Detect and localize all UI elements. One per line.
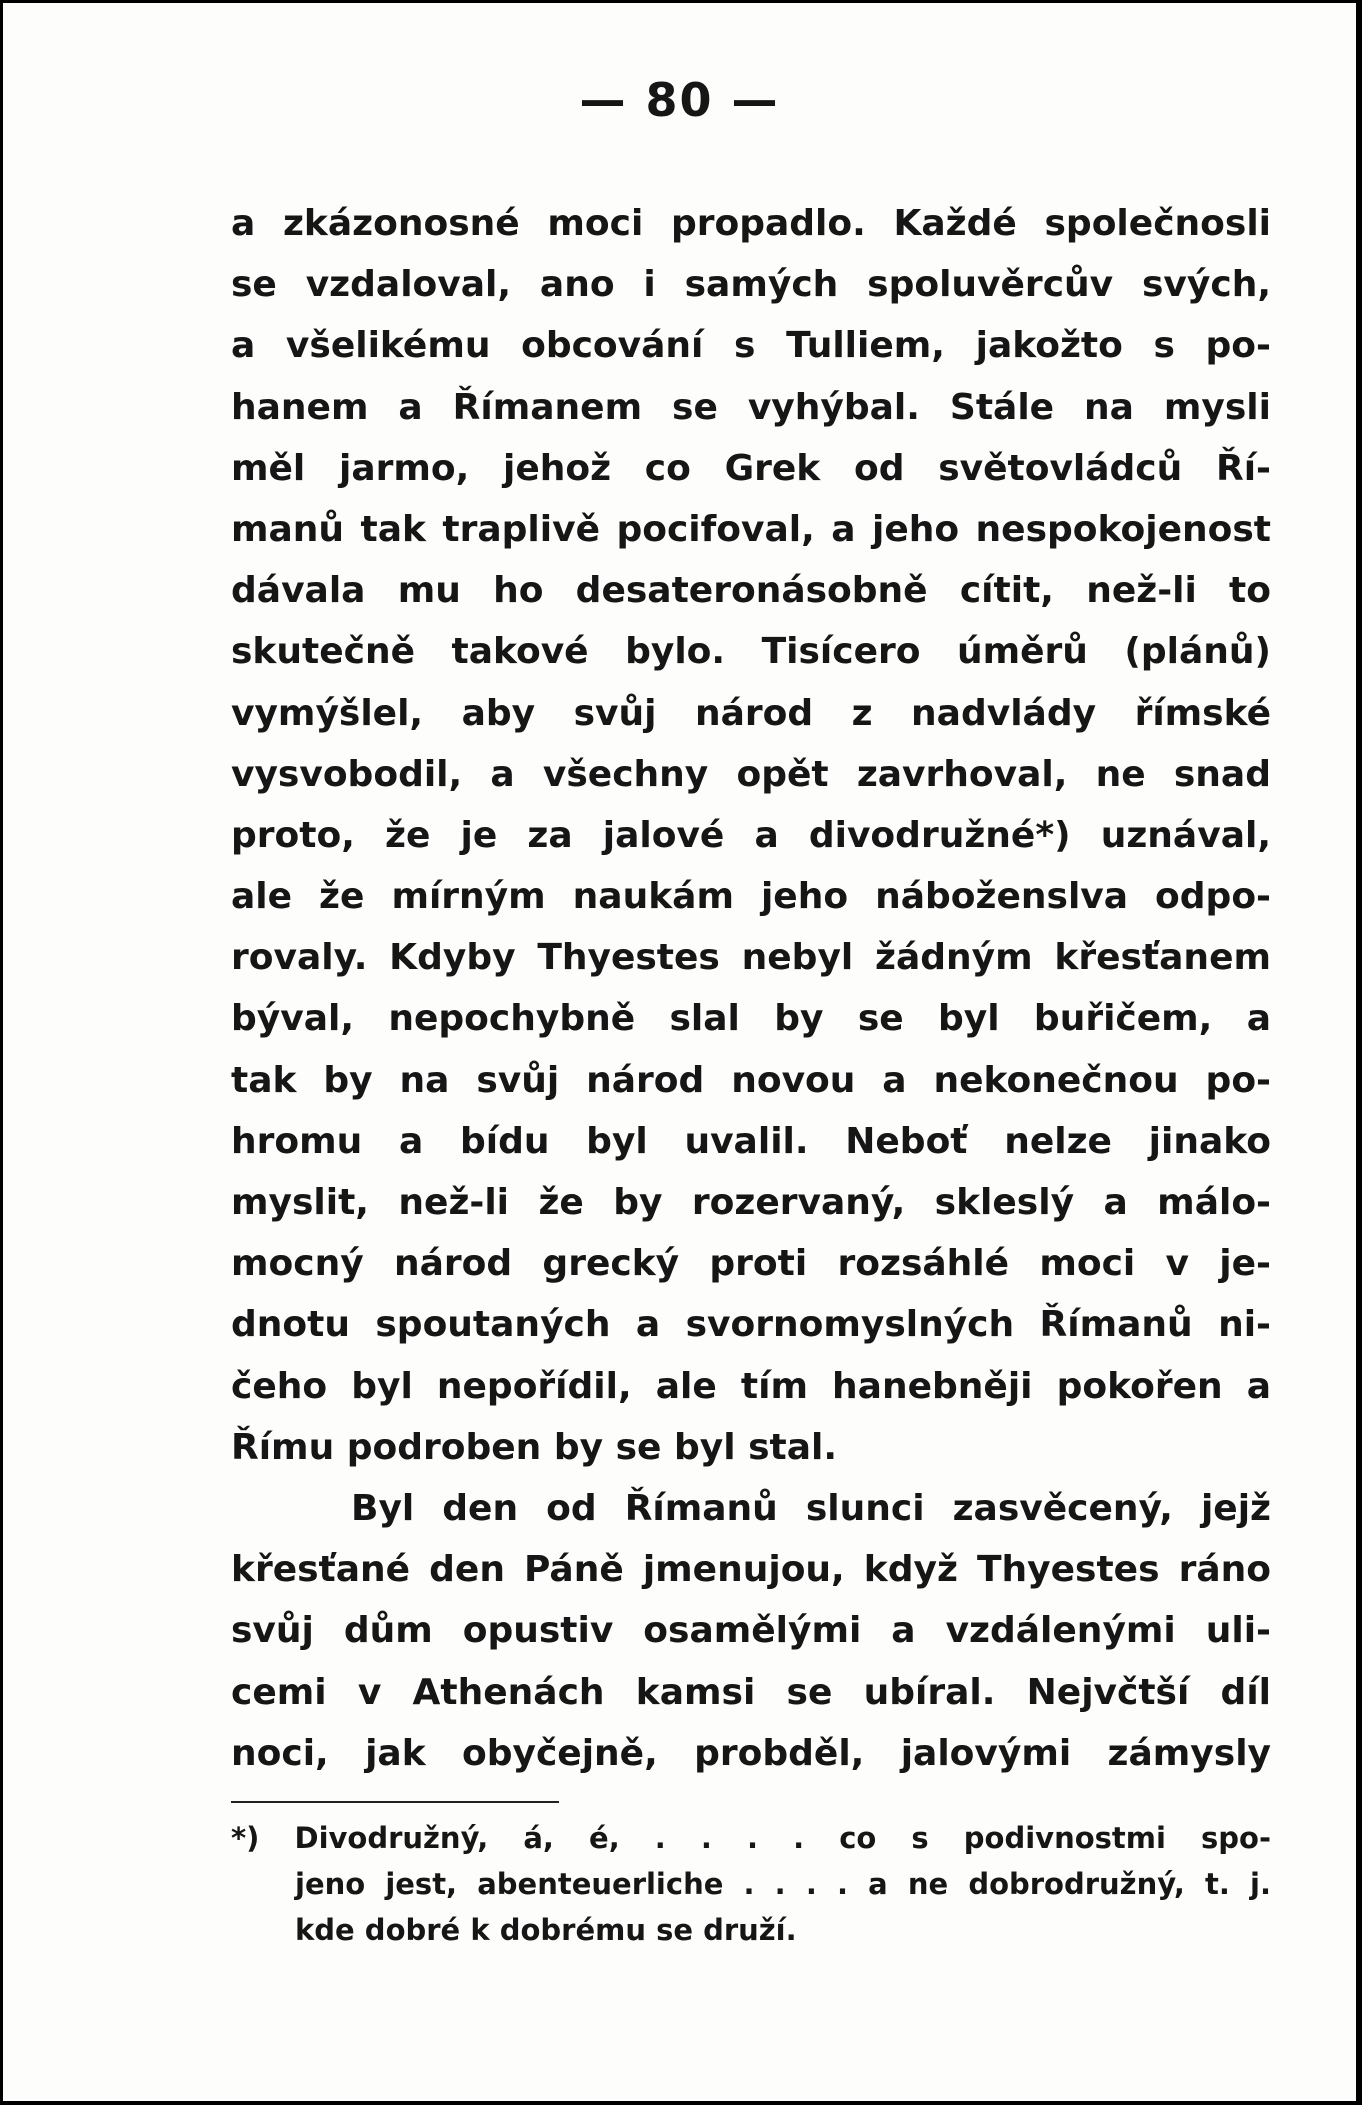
text-line: Římu podroben by se byl stal. [231, 1426, 838, 1468]
text-line: dávala mu ho desateronásobně cítit, než-li to [231, 570, 1271, 612]
text-line: se vzdaloval, ano i samých spoluvěrcův svých, [231, 264, 1271, 306]
paragraph-2 [231, 1478, 1271, 1784]
footnote [231, 1815, 1271, 1953]
text-line: a všelikému obcování s Tulliem, jakožto s po- [231, 325, 1271, 367]
text-line: vysvobodil, a všechny opět zavrhoval, ne snad [231, 753, 1271, 795]
footnote-line: kde dobré k dobrému se druží. [295, 1913, 797, 1947]
text-line: svůj dům opustiv osamělými a vzdálenými uli- [231, 1610, 1271, 1652]
page-number: — 80 — [579, 73, 780, 127]
text-line: křesťané den Páně jmenujou, když Thyestes ráno [231, 1549, 1271, 1591]
text-line: noci, jak obyčejně, probděl, jalovými zámysly [231, 1732, 1271, 1774]
text-line: býval, nepochybně slal by se byl buřičem, a [231, 998, 1271, 1040]
text-line: dnotu spoutaných a svornomyslných Římanů ni- [231, 1304, 1271, 1346]
text-line: rovaly. Kdyby Thyestes nebyl žádným křesťanem [231, 937, 1271, 979]
text-line: ale že mírným naukám jeho náboženslva odpo- [231, 876, 1271, 918]
text-line: vymýšlel, aby svůj národ z nadvlády římské [231, 692, 1271, 734]
text-line: myslit, než-li že by rozervaný, skleslý a málo- [231, 1182, 1271, 1223]
text-line: skutečně takové bylo. Tisícero úměrů (plánů) [231, 631, 1271, 673]
text-line: hromu a bídu byl uvalil. Neboť nelze jinako [231, 1120, 1271, 1162]
main-text [231, 193, 1271, 1784]
text-line: čeho byl nepořídil, ale tím hanebněji pokořen a [231, 1365, 1271, 1407]
text-line: Byl den od Římanů slunci zasvěcený, jejž [351, 1487, 1271, 1529]
text-line: cemi v Athenách kamsi se ubíral. Nejvčtší díl [231, 1671, 1271, 1713]
text-line: hanem a Římanem se vyhýbal. Stále na mysli [231, 386, 1271, 428]
text-line: a zkázonosné moci propadlo. Každé společnosli [231, 203, 1271, 244]
text-line: tak by na svůj národ novou a nekonečnou po- [231, 1059, 1271, 1101]
footnote-line: *) Divodružný, á, é, . . . . co s podivnostmi spo- [231, 1821, 1271, 1855]
footnote-divider [231, 1801, 559, 1803]
text-line: měl jarmo, jehož co Grek od světovládců Ří- [231, 447, 1271, 489]
text-line: proto, že je za jalové a divodružné*) uznával, [231, 814, 1271, 856]
paragraph-1 [231, 193, 1271, 1478]
footnote-line: jeno jest, abenteuerliche . . . . a ne dobrodružný, t. j. [295, 1867, 1271, 1901]
text-line: mocný národ grecký proti rozsáhlé moci v je- [231, 1243, 1271, 1285]
text-line: manů tak traplivě pocifoval, a jeho nespokojenost [231, 508, 1271, 550]
